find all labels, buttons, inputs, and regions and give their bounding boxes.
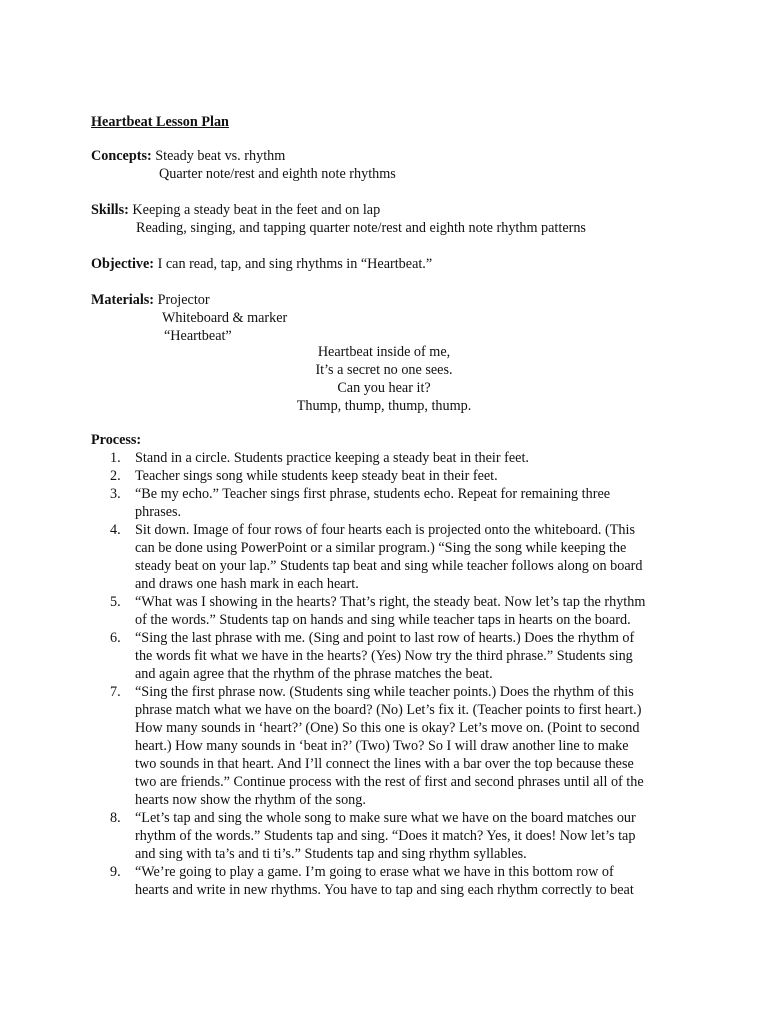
step-number: 4. [110, 522, 121, 538]
step-text [135, 467, 685, 485]
step-text-line: hearts now show the rhythm of the song. [135, 792, 366, 808]
step-text [135, 593, 685, 629]
step-text-line: rhythm of the words.” Students tap and sing. “Does it match? Yes, it does! Now let’s tap [135, 828, 636, 844]
step-text-line: “Sing the first phrase now. (Students sing while teacher points.) Does the rhythm of this [135, 684, 634, 700]
step-number: 1. [110, 450, 121, 466]
process-step [110, 863, 685, 899]
process-step [110, 629, 685, 683]
step-text-line: phrase match what we have on the board? (No) Let’s fix it. (Teacher points to first heart.) [135, 702, 642, 718]
process-step [110, 485, 685, 521]
process-step [110, 449, 685, 467]
step-number: 7. [110, 684, 121, 700]
step-text-line: How many sounds in ‘heart?’ (One) So this one is okay? Let’s move on. (Point to second [135, 720, 640, 736]
step-text [135, 521, 685, 593]
step-text-line: Teacher sings song while students keep steady beat in their feet. [135, 468, 498, 484]
step-text-line: can be done using PowerPoint or a similar program.) “Sing the song while keeping the [135, 540, 627, 556]
step-text-line: phrases. [135, 504, 182, 520]
process-step [110, 467, 685, 485]
objective-section [91, 255, 432, 273]
step-text [135, 863, 685, 899]
lyric-line-4: Thump, thump, thump, thump. [296, 398, 472, 414]
skills-line-1 [91, 201, 586, 219]
process-step [110, 593, 685, 629]
process-steps-list [110, 449, 685, 899]
step-text-line: “Let’s tap and sing the whole song to make sure what we have on the board matches our [135, 810, 636, 826]
step-text-line: hearts and write in new rhythms. You have to tap and sing each rhythm correctly to beat [135, 882, 634, 898]
song-lyrics [0, 343, 768, 415]
process-step [110, 809, 685, 863]
process-label: Process: [91, 432, 142, 448]
step-number: 2. [110, 468, 121, 484]
concepts-section [91, 147, 396, 183]
lyric-line-2: It’s a secret no one sees. [315, 362, 453, 378]
step-number: 6. [110, 630, 121, 646]
step-text [135, 683, 685, 809]
step-text-line: and sing with ta’s and ti ti’s.” Students tap and sing rhythm syllables. [135, 846, 527, 862]
concepts-label: Concepts: [91, 148, 152, 164]
skills-text-1: Keeping a steady beat in the feet and on lap [132, 202, 381, 218]
concepts-text-2: Quarter note/rest and eighth note rhythms [159, 166, 396, 182]
step-text-line: “What was I showing in the hearts? That’s right, the steady beat. Now let’s tap the rhythm [135, 594, 646, 610]
step-text-line: two are friends.” Continue process with the rest of first and second phrases until all of the [135, 774, 644, 790]
materials-item-whiteboard: Whiteboard & marker [162, 310, 288, 326]
step-number: 5. [110, 594, 121, 610]
step-text [135, 449, 685, 467]
step-text-line: of the words.” Students tap on hands and sing while teacher taps in hearts on the board. [135, 612, 631, 628]
lyric-line-1: Heartbeat inside of me, [317, 344, 451, 360]
step-text-line: Sit down. Image of four rows of four hearts each is projected onto the whiteboard. (This [135, 522, 635, 538]
materials-section [91, 291, 287, 345]
step-text-line: “Sing the last phrase with me. (Sing and point to last row of hearts.) Does the rhythm of [135, 630, 635, 646]
process-step [110, 683, 685, 809]
step-text-line: “Be my echo.” Teacher sings first phrase, students echo. Repeat for remaining three [135, 486, 611, 502]
materials-item-projector: Projector [157, 292, 210, 308]
concepts-line-1 [91, 147, 396, 165]
skills-section [91, 201, 586, 237]
skills-text-2: Reading, singing, and tapping quarter note/rest and eighth note rhythm patterns [136, 220, 586, 236]
objective-line [91, 255, 432, 273]
step-number: 3. [110, 486, 121, 502]
step-text-line: and again agree that the rhythm of the phrase matches the beat. [135, 666, 493, 682]
objective-label: Objective: [91, 256, 155, 272]
step-text [135, 485, 685, 521]
step-text [135, 809, 685, 863]
objective-text: I can read, tap, and sing rhythms in “Heartbeat.” [157, 256, 433, 272]
step-text [135, 629, 685, 683]
lyric-line-3: Can you hear it? [337, 380, 431, 396]
step-text-line: “We’re going to play a game. I’m going to erase what we have in this bottom row of [135, 864, 614, 880]
step-text-line: Stand in a circle. Students practice keeping a steady beat in their feet. [135, 450, 529, 466]
concepts-text-1: Steady beat vs. rhythm [155, 148, 286, 164]
step-text-line: the words fit what we have in the hearts? (Yes) Now try the third phrase.” Students sing [135, 648, 633, 664]
step-number: 8. [110, 810, 121, 826]
step-text-line: and draws one hash mark in each heart. [135, 576, 359, 592]
step-text-line: two sounds in that heart. And I’ll connect the lines with a bar over the top because these [135, 756, 634, 772]
step-number: 9. [110, 864, 121, 880]
materials-label: Materials: [91, 292, 155, 308]
materials-line-1 [91, 291, 287, 309]
step-text-line: heart.) How many sounds in ‘beat in?’ (Two) Two? So I will draw another line to make [135, 738, 629, 754]
step-text-line: steady beat on your lap.” Students tap beat and sing while teacher follows along on board [135, 558, 643, 574]
page-title: Heartbeat Lesson Plan [91, 114, 229, 130]
skills-label: Skills: [91, 202, 129, 218]
process-step [110, 521, 685, 593]
materials-item-song: “Heartbeat” [164, 328, 232, 344]
